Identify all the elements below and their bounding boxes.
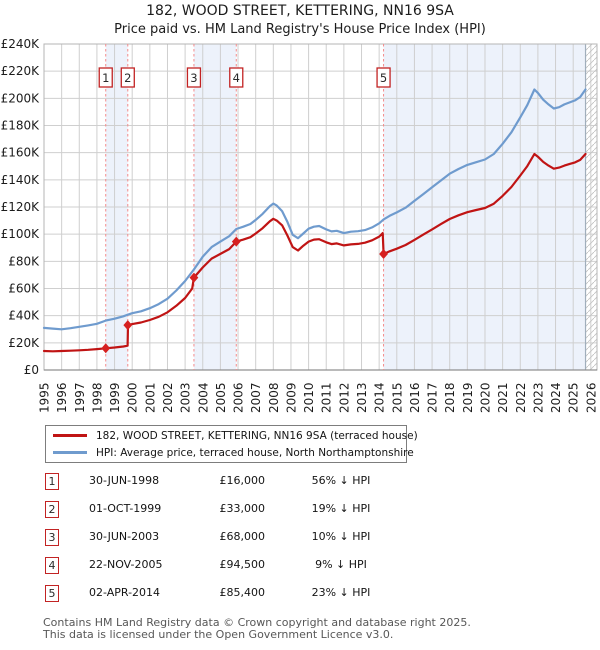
table-row [0, 529, 600, 547]
sale-point-markers [101, 237, 388, 354]
svg-text:2016: 2016 [407, 382, 422, 413]
svg-text:2005: 2005 [213, 382, 228, 413]
sale-price: £85,400 [219, 586, 265, 599]
svg-text:£40K: £40K [8, 308, 39, 323]
svg-text:2001: 2001 [143, 382, 158, 413]
legend-entry-hpi [46, 445, 414, 460]
svg-text:2000: 2000 [125, 382, 140, 413]
svg-text:2019: 2019 [460, 382, 475, 413]
svg-text:£20K: £20K [8, 335, 39, 350]
svg-text:2003: 2003 [178, 382, 193, 413]
svg-text:2015: 2015 [390, 382, 405, 413]
svg-text:2024: 2024 [549, 382, 564, 413]
sale-badge-label: 3 [190, 71, 198, 85]
svg-text:2021: 2021 [496, 382, 511, 413]
sale-price: £33,000 [219, 502, 265, 515]
hpi-line-swatch [53, 451, 87, 454]
svg-text:2009: 2009 [284, 382, 299, 413]
svg-text:£80K: £80K [8, 254, 39, 269]
svg-text:2026: 2026 [584, 382, 599, 413]
sale-vs-hpi: 9% ↓ HPI [315, 558, 367, 571]
sale-badge-label: 5 [379, 71, 388, 85]
sale-number-badge: 1 [45, 473, 59, 490]
sale-date: 02-APR-2014 [89, 586, 161, 599]
sale-number-badge: 2 [45, 501, 59, 518]
svg-text:2010: 2010 [302, 382, 317, 413]
sale-price: £94,500 [219, 558, 265, 571]
svg-text:1999: 1999 [108, 382, 123, 413]
x-axis-tick-labels [38, 382, 599, 413]
hpi-legend-label: HPI: Average price, terraced house, North Northamptonshire [96, 446, 414, 459]
svg-text:2023: 2023 [531, 382, 546, 413]
svg-text:1995: 1995 [37, 382, 52, 413]
future-hatch-region [586, 44, 597, 370]
sale-date: 22-NOV-2005 [89, 558, 163, 571]
svg-text:1996: 1996 [55, 382, 70, 413]
license-note [43, 617, 471, 641]
license-line-2: This data is licensed under the Open Government Licence v3.0. [43, 628, 394, 641]
sale-number-badge: 3 [45, 529, 59, 546]
svg-text:2012: 2012 [337, 382, 352, 413]
page-title: 182, WOOD STREET, KETTERING, NN16 9SA [146, 3, 454, 19]
license-line-1: Contains HM Land Registry data © Crown copyright and database right 2025. [43, 616, 471, 629]
svg-text:£200K: £200K [0, 91, 39, 106]
sale-price: £68,000 [219, 530, 265, 543]
chart-legend [45, 425, 418, 463]
sale-vs-hpi: 19% ↓ HPI [311, 502, 371, 515]
svg-text:2008: 2008 [266, 382, 281, 413]
y-axis-tick-labels [1, 37, 41, 377]
sale-badge-label: 4 [232, 71, 240, 85]
svg-text:£0: £0 [23, 363, 39, 377]
svg-text:£240K: £240K [0, 37, 39, 51]
svg-text:2006: 2006 [231, 382, 246, 413]
price-paid-line-swatch [53, 434, 87, 437]
sale-vs-hpi: 23% ↓ HPI [311, 586, 371, 599]
sale-vs-hpi: 10% ↓ HPI [311, 530, 371, 543]
svg-text:2017: 2017 [425, 382, 440, 413]
table-row [0, 585, 600, 603]
table-row [0, 501, 600, 519]
svg-text:2013: 2013 [355, 382, 370, 413]
sale-date: 30-JUN-1998 [89, 474, 160, 487]
svg-text:2022: 2022 [513, 382, 528, 413]
svg-text:2018: 2018 [443, 382, 458, 413]
page-subtitle: Price paid vs. HM Land Registry's House Price Index (HPI) [114, 22, 486, 37]
svg-text:2011: 2011 [319, 382, 334, 413]
svg-text:£60K: £60K [8, 281, 39, 296]
svg-text:£140K: £140K [0, 172, 39, 187]
svg-text:£220K: £220K [0, 64, 39, 79]
svg-text:£120K: £120K [0, 200, 39, 214]
svg-text:1997: 1997 [72, 382, 87, 413]
svg-text:2002: 2002 [160, 382, 175, 413]
legend-entry-price-paid [46, 428, 418, 443]
svg-text:£160K: £160K [0, 145, 39, 160]
sale-number-badge: 5 [45, 585, 59, 602]
svg-text:2014: 2014 [372, 382, 387, 413]
svg-text:1998: 1998 [90, 382, 105, 413]
sale-date: 01-OCT-1999 [89, 502, 162, 515]
svg-text:2007: 2007 [249, 382, 264, 413]
svg-text:2004: 2004 [196, 382, 211, 413]
sale-price: £16,000 [219, 474, 265, 487]
price-paid-legend-label: 182, WOOD STREET, KETTERING, NN16 9SA (terraced house) [96, 429, 418, 442]
svg-text:£180K: £180K [0, 118, 39, 133]
table-row [0, 557, 600, 575]
svg-text:2025: 2025 [566, 382, 581, 413]
sale-badge-label: 2 [124, 71, 132, 85]
table-row [0, 473, 600, 491]
sale-vs-hpi: 56% ↓ HPI [311, 474, 371, 487]
sale-date: 30-JUN-2003 [89, 530, 160, 543]
svg-text:2020: 2020 [478, 382, 493, 413]
sale-badge-label: 1 [102, 71, 110, 85]
sale-number-badge: 4 [45, 557, 59, 574]
svg-text:£100K: £100K [0, 227, 39, 242]
